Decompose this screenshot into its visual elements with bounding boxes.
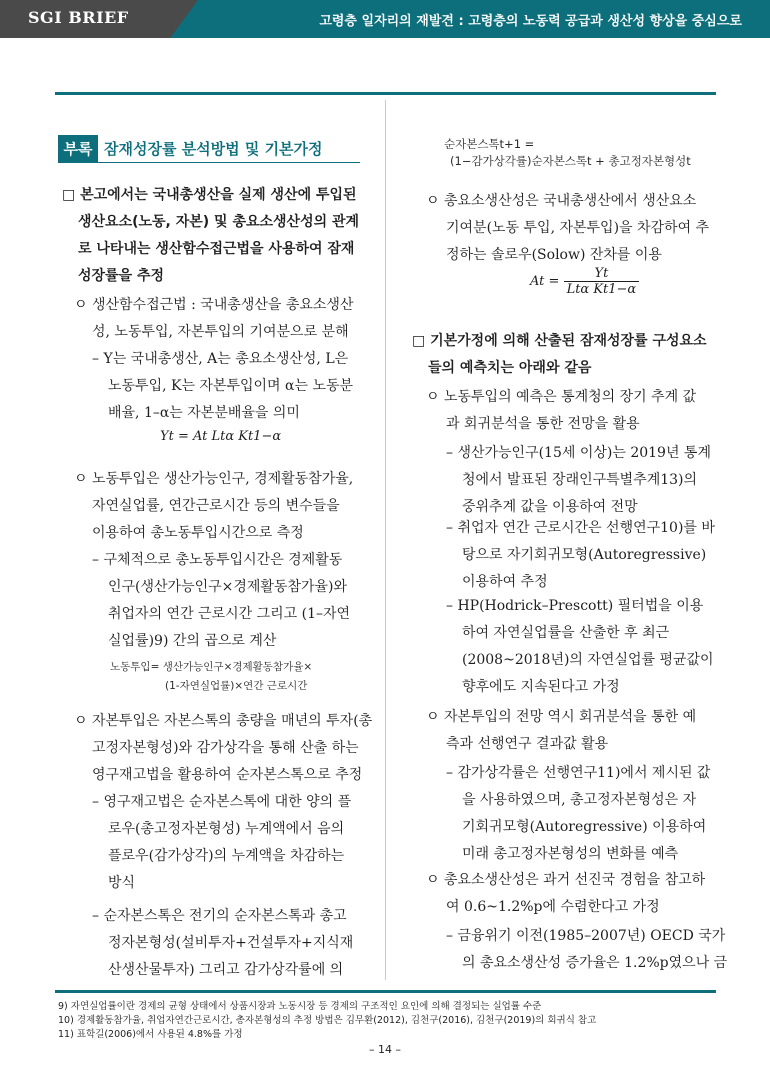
tfp-numerator: Yt bbox=[564, 266, 640, 282]
right-para-1-line-1: ㅇ 총요소생산성은 국내총생산에서 생산요소 bbox=[426, 193, 697, 209]
right-para-8-line-3: 기회귀모형(Autoregressive) 이용하여 bbox=[462, 819, 707, 835]
right-para-8-line-2: 을 사용하였으며, 총고정자본형성은 자 bbox=[462, 792, 697, 808]
left-para-5-line-2: 인구(생산가능인구×경제활동참가율)와 bbox=[108, 579, 348, 595]
page-header bbox=[0, 0, 770, 38]
right-para-8-line-4: 미래 총고정자본형성의 변화를 예측 bbox=[462, 846, 679, 862]
right-para-4-line-2: 청에서 발표된 장래인구특별추계13)의 bbox=[462, 472, 698, 488]
right-para-6-line-2: 하여 자연실업률을 산출한 후 최근 bbox=[462, 625, 670, 641]
tfp-equation bbox=[530, 266, 639, 297]
left-para-2-line-1: ㅇ 생산함수접근법 : 국내총생산을 총요소생산 bbox=[74, 297, 354, 313]
left-para-2-line-2: 성, 노동투입, 자본투입의 기여분으로 분해 bbox=[92, 324, 349, 340]
right-para-4-line-3: 중위추계 값을 이용하여 전망 bbox=[462, 499, 638, 515]
top-rule bbox=[55, 92, 716, 95]
left-para-8-line-2: 정자본형성(설비투자+건설투자+지식재 bbox=[108, 935, 354, 951]
footnote-11: 11) 표학길(2006)에서 사용된 4.8%를 가정 bbox=[58, 1029, 243, 1040]
left-para-6-line-1: ㅇ 자본투입은 자본스톡의 총량을 매년의 투자(총 bbox=[74, 713, 373, 729]
capital-equation-line-1: 순자본스톡t+1 = bbox=[444, 137, 535, 151]
left-para-4-line-1: ㅇ 노동투입은 생산가능인구, 경제활동참가율, bbox=[74, 471, 354, 487]
right-para-8-line-1: – 감가상각률은 선행연구11)에서 제시된 값 bbox=[446, 765, 711, 781]
left-para-1-line-1: □ 본고에서는 국내총생산을 실제 생산에 투입된 bbox=[62, 187, 357, 203]
right-para-3-line-2: 과 회귀분석을 통한 전망을 활용 bbox=[446, 416, 640, 432]
left-para-3-line-3: 배율, 1–α는 자본분배율을 의미 bbox=[108, 405, 300, 421]
section-tag: 부록 bbox=[58, 135, 98, 163]
right-para-9-line-2: 여 0.6~1.2%p에 수렴한다고 가정 bbox=[446, 899, 660, 915]
left-para-7-line-2: 로우(총고정자본형성) 누계액에서 음의 bbox=[108, 821, 345, 837]
header-title: 고령층 일자리의 재발견 : 고령층의 노동력 공급과 생산성 향상을 중심으로 bbox=[319, 14, 742, 29]
right-para-7-line-2: 측과 선행연구 결과값 활용 bbox=[446, 736, 609, 752]
right-para-6-line-4: 향후에도 지속된다고 가정 bbox=[462, 679, 620, 695]
right-para-2-line-2: 들의 예측치는 아래와 같음 bbox=[428, 360, 592, 376]
right-para-1-line-3: 정하는 솔로우(Solow) 잔차를 이용 bbox=[446, 247, 662, 263]
footnote-rule bbox=[55, 990, 716, 993]
right-para-2-line-1: □ 기본가정에 의해 산출된 잠재성장률 구성요소 bbox=[412, 333, 707, 349]
labor-equation-line-1: 노동투입= 생산가능인구×경제활동참가율× bbox=[110, 661, 313, 673]
section-underline bbox=[98, 162, 360, 163]
capital-equation-line-2: (1−감가상각률)순자본스톡t + 총고정자본형성t bbox=[450, 154, 691, 168]
left-para-3-line-2: 노동투입, K는 자본투입이며 α는 노동분 bbox=[108, 378, 354, 394]
left-para-4-line-3: 이용하여 총노동투입시간으로 측정 bbox=[92, 525, 304, 541]
right-para-10-line-2: 의 총요소생산성 증가율은 1.2%p였으나 금 bbox=[462, 955, 728, 971]
right-para-5-line-3: 이용하여 추정 bbox=[462, 574, 548, 590]
left-para-5-line-1: – 구체적으로 총노동투입시간은 경제활동 bbox=[92, 552, 343, 568]
tfp-equation-lhs: At = bbox=[530, 274, 560, 289]
footnote-9: 9) 자연실업률이란 경제의 균형 상태에서 상품시장과 노동시장 등 경제의 구조적인 요인에 의해 결정되는 실업률 수준 bbox=[58, 1001, 542, 1012]
labor-equation-line-2: (1-자연실업률)×연간 근로시간 bbox=[165, 680, 308, 692]
left-para-7-line-1: – 영구재고법은 순자본스톡에 대한 양의 플 bbox=[92, 794, 352, 810]
section-title: 잠재성장률 분석방법 및 기본가정 bbox=[104, 140, 323, 158]
right-para-5-line-2: 탕으로 자기회귀모형(Autoregressive) bbox=[462, 547, 707, 563]
left-para-5-line-3: 취업자의 연간 근로시간 그리고 (1–자연 bbox=[108, 606, 351, 622]
production-function-text: Yt = At Ltα Kt1−α bbox=[160, 429, 282, 444]
left-para-8-line-3: 산생산물투자) 그리고 감가상각률에 의 bbox=[108, 962, 344, 978]
column-divider bbox=[385, 100, 386, 980]
left-para-1-line-4: 성장률을 추정 bbox=[78, 268, 165, 284]
tfp-denominator: Ltα Kt1−α bbox=[566, 282, 637, 297]
left-para-6-line-2: 고정자본형성)와 감가상각을 통해 산출 하는 bbox=[92, 740, 359, 756]
left-para-7-line-4: 방식 bbox=[108, 875, 136, 891]
production-function-equation bbox=[160, 429, 281, 444]
left-para-8-line-1: – 순자본스톡은 전기의 순자본스톡과 총고 bbox=[92, 908, 347, 924]
footnote-10: 10) 경제활동참가율, 취업자연간근로시간, 총자본형성의 추정 방법은 김무환(2012), 김천구(2016), 김천구(2019)의 회귀식 참고 bbox=[58, 1015, 597, 1026]
right-para-3-line-1: ㅇ 노동투입의 예측은 통계청의 장기 추계 값 bbox=[426, 389, 697, 405]
left-para-4-line-2: 자연실업률, 연간근로시간 등의 변수들을 bbox=[92, 498, 340, 514]
left-para-1-line-2: 생산요소(노동, 자본) 및 총요소생산성의 관계 bbox=[78, 214, 360, 230]
right-para-9-line-1: ㅇ 총요소생산성은 과거 선진국 경험을 참고하 bbox=[426, 872, 706, 888]
right-para-4-line-1: – 생산가능인구(15세 이상)는 2019년 통계 bbox=[446, 445, 711, 461]
tfp-fraction bbox=[564, 266, 640, 297]
left-para-7-line-3: 플로우(감가상각)의 누계액을 차감하는 bbox=[108, 848, 345, 864]
left-para-6-line-3: 영구재고법을 활용하여 순자본스톡으로 추정 bbox=[92, 767, 363, 783]
page-number: – 14 – bbox=[369, 1043, 401, 1056]
right-para-6-line-3: (2008~2018년)의 자연실업률 평균값이 bbox=[462, 652, 714, 668]
left-para-1-line-3: 로 나타내는 생산함수접근법을 사용하여 잠재 bbox=[78, 241, 355, 257]
brand-label: SGI BRIEF bbox=[28, 8, 129, 27]
section-heading bbox=[58, 135, 360, 163]
right-para-7-line-1: ㅇ 자본투입의 전망 역시 회귀분석을 통한 예 bbox=[426, 709, 697, 725]
right-para-5-line-1: – 취업자 연간 근로시간은 선행연구10)를 바 bbox=[446, 520, 715, 536]
right-para-6-line-1: – HP(Hodrick–Prescott) 필터법을 이용 bbox=[446, 598, 704, 614]
left-para-5-line-4: 실업률)9) 간의 곱으로 계산 bbox=[108, 633, 277, 649]
left-para-3-line-1: – Y는 국내총생산, A는 총요소생산성, L은 bbox=[92, 351, 349, 367]
right-para-1-line-2: 기여분(노동 투입, 자본투입)을 차감하여 추 bbox=[446, 220, 710, 236]
right-para-10-line-1: – 금융위기 이전(1985–2007년) OECD 국가 bbox=[446, 928, 726, 944]
